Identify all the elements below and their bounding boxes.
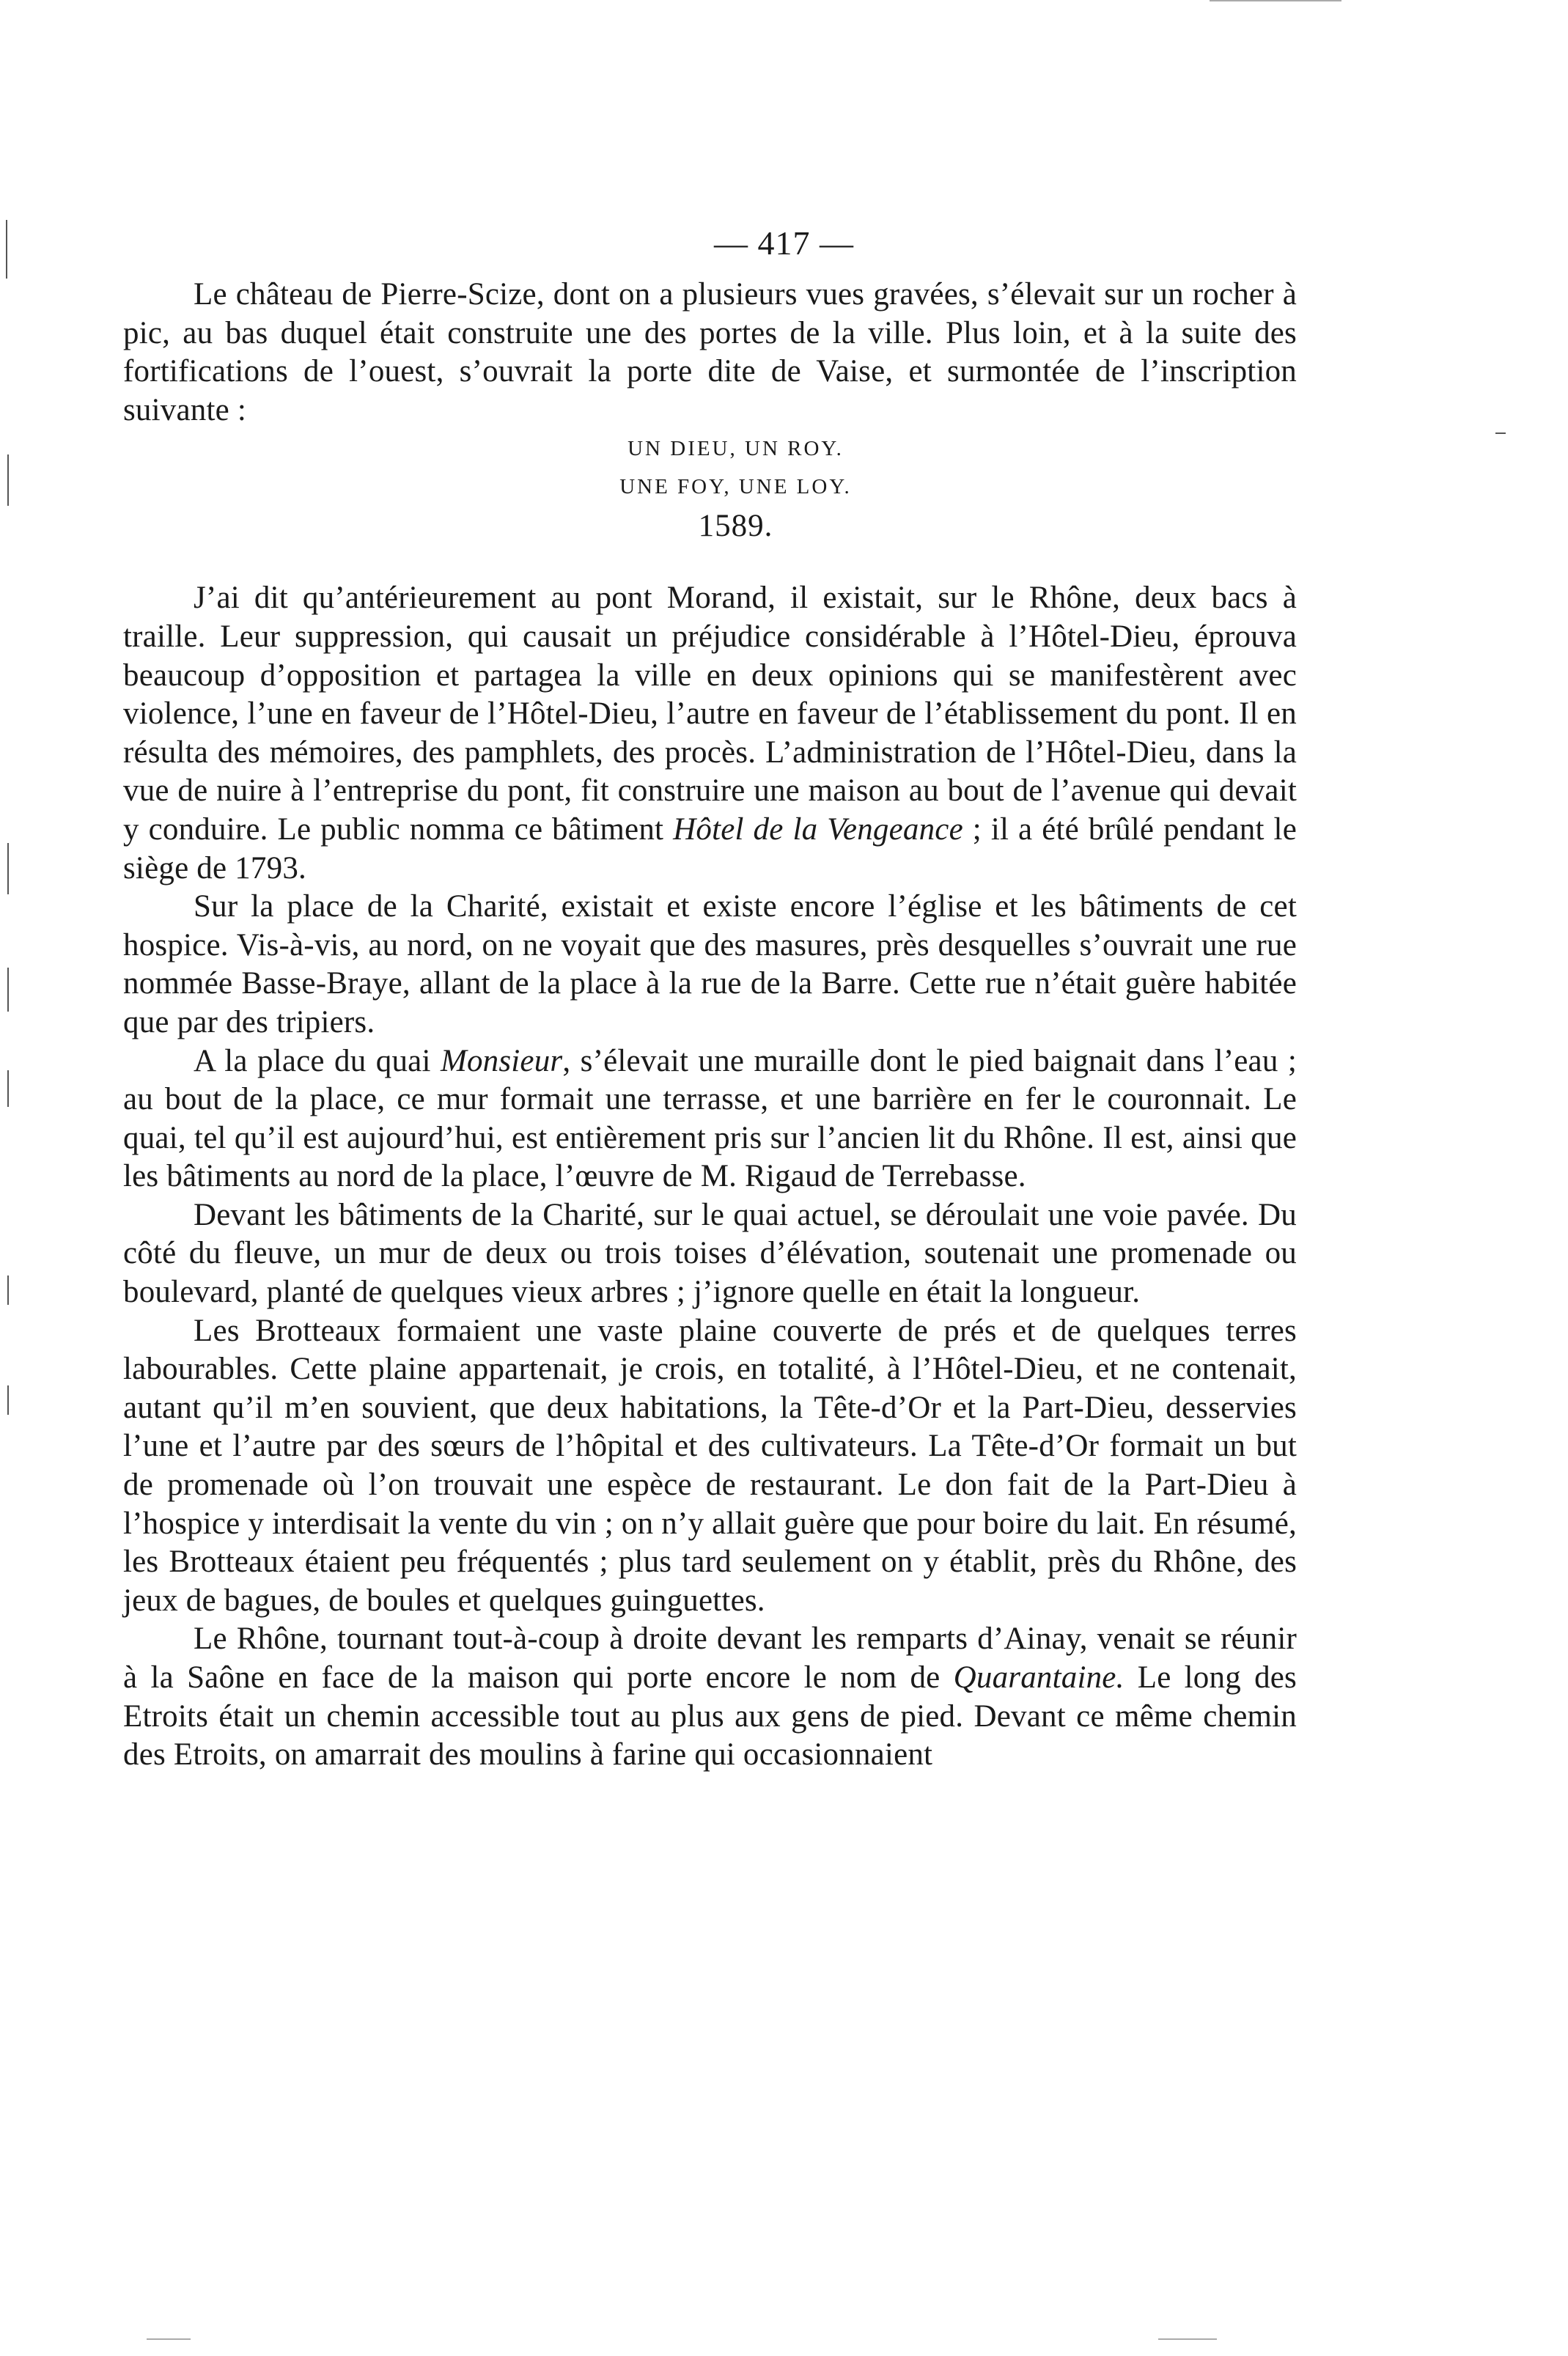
scan-mark xyxy=(7,1385,9,1415)
scan-mark xyxy=(1495,432,1506,434)
paragraph-5: Devant les bâtiments de la Charité, sur le quai actuel, se déroulait une voie pavée. Du côté du fleuve, un mur de deux ou trois toises d’élévation, soutenait une promenade ou boulevard, planté de quelques vieux arbres ; j’ignore quelle en était la longueur. xyxy=(123,1197,1297,1310)
paragraph-4 xyxy=(123,1042,1297,1196)
paragraph-2-text: J’ai dit qu’antérieurement au pont Morand, il existait, sur le Rhône, deux bacs à traille. Leur suppression, qui causait un préjudice considérable à l’Hôtel-Dieu, éprouva beaucoup d’opposition et partagea la ville en deux opinions qui se manifestèrent avec violence, l’une en faveur de l’Hôtel-Dieu, l’autre en faveur de l’établissement du pont. Il en résulta des mémoires, des pamphlets, des procès. L’administration de l’Hôtel-Dieu, dans la vue de nuire à l’entreprise du pont, fit construire une maison au bout de l’avenue qui devait y conduire. Le public nomma ce bâtiment xyxy=(123,581,1297,847)
scan-mark xyxy=(1210,0,1341,1)
scan-mark xyxy=(1158,2338,1217,2340)
inscription-line-2: UNE FOY, UNE LOY. xyxy=(619,475,852,499)
paragraph-1: Le château de Pierre-Scize, dont on a plusieurs vues gravées, s’élevait sur un rocher à pic, au bas duquel était construite une des portes de la ville. Plus loin, et à la suite des fortifications de l’ouest, s’ouvrait la porte dite de Vaise, et surmontée de l’inscription suivante : xyxy=(123,277,1297,427)
inscription xyxy=(123,430,1297,547)
scan-mark xyxy=(7,1275,9,1305)
paragraph-7-text: Le Rhône, tournant tout-à-coup à droite devant les remparts d’Ainay, venait se réunir à la Saône en face de la maison qui porte encore le nom de xyxy=(123,1621,1297,1695)
paragraph-2-text-end: ; il a été brûlé pendant le siège de 1793. xyxy=(123,811,1297,886)
scan-mark xyxy=(147,2338,191,2340)
scan-mark xyxy=(7,454,9,506)
paragraph-4-italic: Monsieur xyxy=(440,1043,563,1078)
scan-mark xyxy=(7,1070,9,1107)
paragraph-2-italic: Hôtel de la Vengeance xyxy=(673,811,963,847)
section-gap xyxy=(123,547,1297,579)
paragraph-3: Sur la place de la Charité, existait et existe encore l’église et les bâtiments de cet hospice. Vis-à-vis, au nord, on ne voyait que des masures, près desquelles s’ouvrait une rue nommée Basse-Braye, allant de la place à la rue de la Barre. Cette rue n’était guère habitée que par des tripiers. xyxy=(123,889,1297,1039)
page-number: — 417 — xyxy=(714,224,854,262)
paragraph-2 xyxy=(123,579,1297,888)
scan-mark xyxy=(7,968,9,1012)
paragraph-4-text: A la place du quai xyxy=(194,1043,441,1078)
paragraph-6: Les Brotteaux formaient une vaste plaine couverte de prés et de quelques terres labourables. Cette plaine appartenait, je crois, en totalité, à l’Hôtel-Dieu, et ne contenait, autant qu’il m’en souvient, que deux habitations, la Tête-d’Or et la Part-Dieu, desservies l’une et l’autre par des sœurs de l’hôpital et des cultivateurs. La Tête-d’Or formait un but de promenade où l’on trouvait une espèce de restaurant. Le don fait de la Part-Dieu à l’hospice y interdisait la vente du vin ; on n’y allait guère que pour boire du lait. En résumé, les Brotteaux étaient peu fréquentés ; plus tard seulement on y établit, près du Rhône, des jeux de bagues, de boules et quelques guinguettes. xyxy=(123,1313,1297,1618)
scan-mark xyxy=(7,843,9,894)
inscription-line-1: UN DIEU, UN ROY. xyxy=(627,437,844,461)
inscription-year: 1589. xyxy=(698,509,773,544)
paragraph-4-text-end: , s’élevait une muraille dont le pied baignait dans l’eau ; au bout de la place, ce mur formait une terrasse, et une barrière en fer le couronnait. Le quai, tel qu’il est aujourd’hui, est entièrement pris sur l’ancien lit du Rhône. Il est, ainsi que les bâtiments au nord de la place, l’œuvre de M. Rigaud de Terrebasse. xyxy=(123,1043,1298,1194)
paragraph-7 xyxy=(123,1620,1297,1774)
body-text xyxy=(123,276,1297,1775)
paragraph-7-italic: Quarantaine. xyxy=(953,1660,1125,1695)
paragraph-7-text-end: Le long des Etroits était un chemin accessible tout au plus aux gens de pied. Devant ce même chemin des Etroits, on amarrait des moulins à farine qui occasionnaient xyxy=(123,1660,1297,1772)
